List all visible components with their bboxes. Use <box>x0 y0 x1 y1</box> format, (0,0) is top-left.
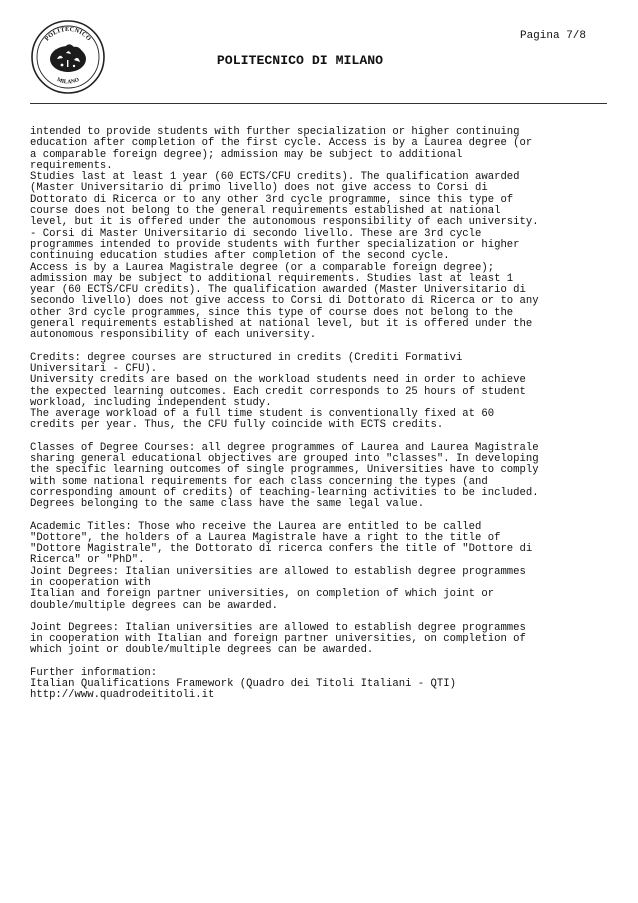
text-line: Access is by a Laurea Magistrale degree (or a comparable foreign degree); <box>30 261 495 274</box>
body-paragraph <box>30 522 602 612</box>
text-line: secondo livello) does not give access to Corsi di Dottorato di Ricerca or to any <box>30 295 539 308</box>
text-line: double/multiple degrees can be awarded. <box>30 599 278 612</box>
text-line: sharing general educational objectives are grouped into "classes". In developing <box>30 453 539 466</box>
body-paragraph <box>30 353 602 432</box>
text-line: Italian and foreign partner universities, on completion of which joint or <box>30 588 495 601</box>
text-line: with some national requirements for each class concerning the types (and <box>30 475 488 488</box>
text-line: corresponding amount of credits) of teaching-learning activities to be included. <box>30 486 539 499</box>
text-line: Degrees belonging to the same class have the same legal value. <box>30 498 425 511</box>
seal-bottom-text: MILANO <box>55 76 81 86</box>
text-line: the expected learning outcomes. Each credit corresponds to 25 hours of student <box>30 385 526 398</box>
seal-top-text: POLITECNICO <box>43 25 93 43</box>
text-line: level, but it is offered under the autonomous responsibility of each university. <box>30 216 539 229</box>
text-line: intended to provide students with further specialization or higher continuing <box>30 126 520 138</box>
text-line: admission may be subject to additional requirements. Studies last at least 1 <box>30 272 514 285</box>
body-paragraph <box>30 623 602 657</box>
text-line: programmes intended to provide students with further specialization or higher <box>30 238 520 251</box>
text-line: http://www.quadrodeititoli.it <box>30 689 215 702</box>
text-line: Joint Degrees: Italian universities are allowed to establish degree programmes <box>30 565 526 578</box>
text-line: requirements. <box>30 159 113 172</box>
text-line: autonomous responsibility of each university. <box>30 329 317 342</box>
text-line: Italian Qualifications Framework (Quadro dei Titoli Italiani - QTI) <box>30 678 456 691</box>
text-line: the specific learning outcomes of single programmes, Universities have to comply <box>30 464 539 477</box>
text-line: Studies last at least 1 year (60 ECTS/CFU credits). The qualification awarded <box>30 171 520 184</box>
text-line: education after completion of the first cycle. Access is by a Laurea degree (or <box>30 137 533 150</box>
text-line: Academic Titles: Those who receive the Laurea are entitled to be called <box>30 520 482 533</box>
text-line: in cooperation with Italian and foreign partner universities, on completion of <box>30 633 526 646</box>
text-line: in cooperation with <box>30 576 151 589</box>
text-line: continuing education studies after completion of the second cycle. <box>30 250 450 263</box>
text-line: general requirements established at national level, but it is offered under the <box>30 318 533 331</box>
institution-title: POLITECNICO DI MILANO <box>216 53 384 68</box>
text-line: workload, including independent study. <box>30 396 272 409</box>
text-line: Further information: <box>30 666 158 679</box>
text-line: which joint or double/multiple degrees can be awarded. <box>30 644 374 657</box>
text-line: Joint Degrees: Italian universities are allowed to establish degree programmes <box>30 621 526 634</box>
text-line: course does not belong to the general requirements established at national <box>30 205 501 218</box>
page-number: Pagina 7/8 <box>519 30 586 42</box>
text-line: credits per year. Thus, the CFU fully coincide with ECTS credits. <box>30 419 444 432</box>
body-paragraph <box>30 127 602 342</box>
text-line: Ricerca" or "PhD". <box>30 554 145 567</box>
text-line: "Dottore", the holders of a Laurea Magistrale have a right to the title of <box>30 531 501 544</box>
text-line: a comparable foreign degree); admission may be subject to additional <box>30 148 463 161</box>
body-paragraph <box>30 668 602 702</box>
text-line: Universitari - CFU). <box>30 362 158 375</box>
text-line: "Dottore Magistrale", the Dottorato di ricerca confers the title of "Dottore di <box>30 543 533 556</box>
text-line: - Corsi di Master Universitario di secondo livello. These are 3rd cycle <box>30 227 482 240</box>
text-line: Dottorato di Ricerca or to any other 3rd cycle programme, since this type of <box>30 193 514 206</box>
header-divider <box>30 103 607 104</box>
text-line: University credits are based on the workload students need in order to achieve <box>30 374 526 387</box>
text-line: Credits: degree courses are structured in credits (Crediti Formativi <box>30 351 463 364</box>
text-line: year (60 ECTS/CFU credits). The qualification awarded (Master Universitario di <box>30 284 526 297</box>
text-line: other 3rd cycle programmes, since this type of course does not belong to the <box>30 306 514 319</box>
document-body <box>30 127 602 713</box>
text-line: Classes of Degree Courses: all degree programmes of Laurea and Laurea Magistrale <box>30 441 539 454</box>
body-paragraph <box>30 443 602 511</box>
text-line: The average workload of a full time student is conventionally fixed at 60 <box>30 408 495 421</box>
text-line: (Master Universitario di primo livello) does not give access to Corsi di <box>30 182 488 195</box>
